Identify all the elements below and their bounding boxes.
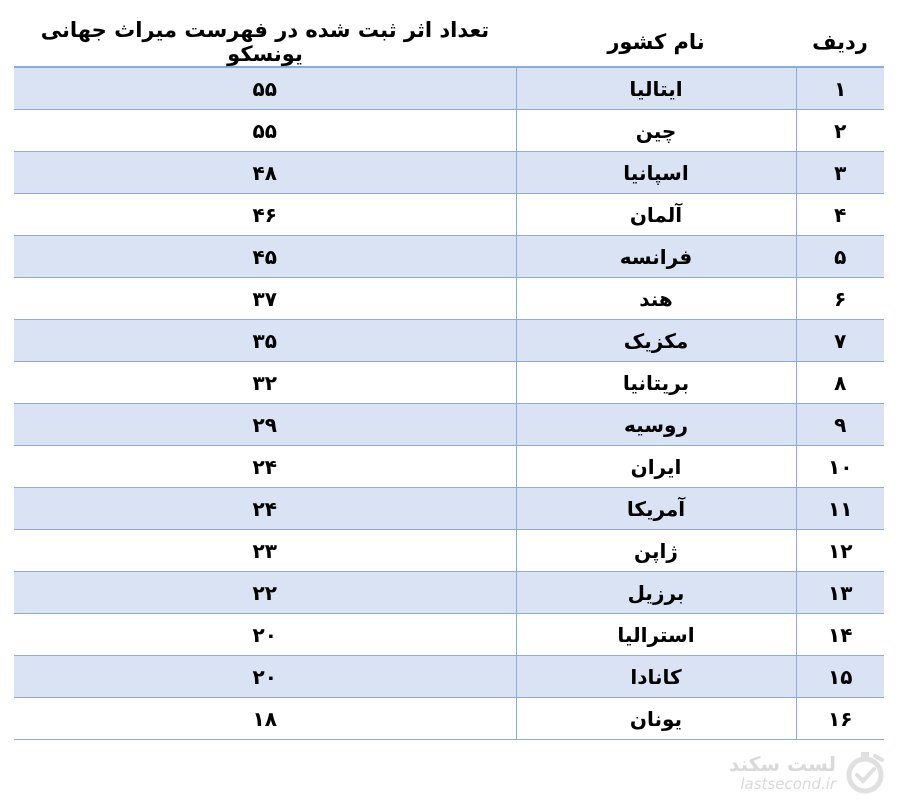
table-row	[14, 362, 884, 404]
table-row	[14, 404, 884, 446]
cell-count-value: ۲۴	[252, 496, 277, 521]
cell-rank: ۱۴	[796, 614, 884, 656]
table-row	[14, 236, 884, 278]
table-row	[14, 446, 884, 488]
watermark-english-text: lastsecond.ir	[740, 775, 836, 793]
cell-rank: ۱۳	[796, 572, 884, 614]
cell-country: مکزیک	[516, 320, 796, 362]
cell-count-value: ۴۵	[252, 244, 277, 269]
table-row	[14, 530, 884, 572]
cell-country: فرانسه	[516, 236, 796, 278]
cell-count-value: ۲۹	[252, 412, 277, 437]
cell-country: ایتالیا	[516, 67, 796, 110]
cell-count	[14, 572, 516, 614]
table-row	[14, 572, 884, 614]
cell-count-value: ۳۲	[252, 370, 277, 395]
cell-country: چین	[516, 110, 796, 152]
header-country: نام کشور	[516, 18, 796, 67]
watermark-logo	[729, 748, 888, 798]
watermark-persian-text: لست سکند	[728, 752, 836, 776]
table-row	[14, 152, 884, 194]
cell-country: بریتانیا	[516, 362, 796, 404]
cell-count-value: ۱۸	[252, 706, 277, 731]
cell-count	[14, 362, 516, 404]
cell-count	[14, 236, 516, 278]
cell-rank: ۹	[796, 404, 884, 446]
cell-country: استرالیا	[516, 614, 796, 656]
table-row	[14, 278, 884, 320]
cell-rank: ۶	[796, 278, 884, 320]
cell-country: ژاپن	[516, 530, 796, 572]
cell-rank: ۱۱	[796, 488, 884, 530]
cell-country: هند	[516, 278, 796, 320]
header-count: تعداد اثر ثبت شده در فهرست میراث جهانی یونسکو	[14, 18, 516, 67]
cell-count-value: ۲۴	[252, 454, 277, 479]
cell-rank: ۱۲	[796, 530, 884, 572]
cell-count-value: ۵۵	[252, 76, 277, 101]
cell-rank: ۵	[796, 236, 884, 278]
cell-count	[14, 614, 516, 656]
cell-country: روسیه	[516, 404, 796, 446]
cell-country: آلمان	[516, 194, 796, 236]
cell-count-value: ۲۰	[252, 622, 277, 647]
cell-rank: ۱۵	[796, 656, 884, 698]
cell-count-value: ۴۸	[252, 160, 277, 185]
cell-count-value: ۳۷	[252, 286, 277, 311]
cell-count	[14, 67, 516, 110]
table-row	[14, 656, 884, 698]
cell-rank: ۸	[796, 362, 884, 404]
cell-count-value: ۳۵	[252, 328, 277, 353]
cell-rank: ۱۰	[796, 446, 884, 488]
cell-country: آمریکا	[516, 488, 796, 530]
unesco-heritage-table	[14, 18, 884, 740]
cell-count-value: ۵۵	[252, 118, 277, 143]
cell-count	[14, 404, 516, 446]
heritage-table-container	[14, 18, 884, 740]
cell-count	[14, 446, 516, 488]
cell-rank: ۱	[796, 67, 884, 110]
cell-count	[14, 278, 516, 320]
table-row	[14, 698, 884, 740]
cell-count	[14, 110, 516, 152]
cell-country: اسپانیا	[516, 152, 796, 194]
clock-check-icon	[842, 750, 888, 796]
table-row	[14, 67, 884, 110]
table-row	[14, 488, 884, 530]
table-row	[14, 614, 884, 656]
cell-count	[14, 698, 516, 740]
cell-rank: ۲	[796, 110, 884, 152]
cell-count	[14, 320, 516, 362]
cell-country: ایران	[516, 446, 796, 488]
header-rank: ردیف	[796, 18, 884, 67]
table-row	[14, 110, 884, 152]
cell-count	[14, 152, 516, 194]
cell-rank: ۴	[796, 194, 884, 236]
table-header-row	[14, 18, 884, 67]
cell-count-value: ۴۶	[252, 202, 277, 227]
cell-count	[14, 656, 516, 698]
cell-country: کانادا	[516, 656, 796, 698]
cell-count-value: ۲۰	[252, 664, 277, 689]
cell-count-value: ۲۳	[252, 538, 277, 563]
cell-count	[14, 530, 516, 572]
cell-country: یونان	[516, 698, 796, 740]
cell-country: برزیل	[516, 572, 796, 614]
cell-count	[14, 194, 516, 236]
table-row	[14, 320, 884, 362]
table-row	[14, 194, 884, 236]
cell-rank: ۱۶	[796, 698, 884, 740]
cell-rank: ۳	[796, 152, 884, 194]
cell-rank: ۷	[796, 320, 884, 362]
cell-count-value: ۲۲	[252, 580, 277, 605]
cell-count	[14, 488, 516, 530]
